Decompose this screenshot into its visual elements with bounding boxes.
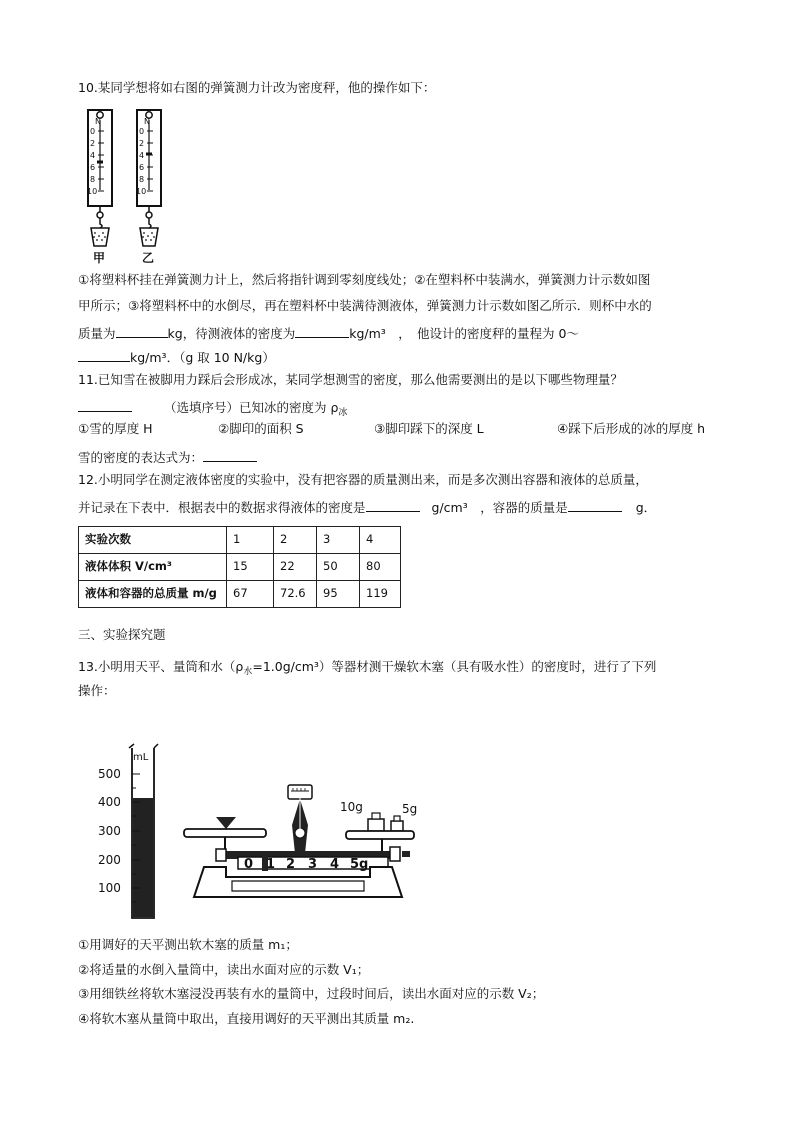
q11-option-1: ①雪的厚度 H — [78, 421, 153, 436]
q12-stem-1: 12.小明同学在测定液体密度的实验中，没有把容器的质量测出来，而是多次测出容器和液体的总质量， — [78, 472, 648, 487]
q13-stem-text: =1.0g/cm³）等器材测干燥软木塞（具有吸水性）的密度时，进行了下列 — [252, 659, 657, 674]
cylinder-unit: mL — [133, 752, 149, 763]
cylinder-tick: 200 — [98, 853, 121, 867]
cylinder-tick: 500 — [98, 767, 121, 781]
tick-label: 0 — [90, 127, 96, 136]
q12-stem-text: g． — [635, 500, 657, 515]
tick-label: 8 — [139, 175, 145, 184]
rider-scale-label: 4 — [330, 857, 340, 872]
cylinder-tick: 300 — [98, 824, 121, 838]
tick-label: 4 — [139, 151, 145, 160]
q13-stem-1 — [78, 661, 656, 677]
scale-n-label: N — [95, 117, 101, 126]
q10-stem: 10.某同学想将如右图的弹簧测力计改为密度秤，他的操作如下： — [78, 80, 436, 95]
table-row — [79, 581, 401, 608]
tick-label: 0 — [139, 127, 145, 136]
rider-scale-label: 5g — [350, 857, 369, 872]
q10-line3-text: 质量为 — [78, 326, 116, 341]
scale-n-label: N — [144, 117, 150, 126]
table-cell: 液体体积 V/cm³ — [79, 554, 227, 581]
q13-step-1: ①用调好的天平测出软木塞的质量 m₁； — [78, 937, 298, 952]
q12-stem-2 — [78, 498, 656, 515]
q10-line4 — [78, 348, 275, 365]
rho-subscript: 水 — [243, 667, 253, 677]
table-cell: 1 — [227, 527, 274, 554]
q13-stem-2: 操作： — [78, 683, 116, 698]
tick-label: 2 — [139, 139, 145, 148]
spring-scale-right — [136, 110, 161, 265]
table-cell: 实验次数 — [79, 527, 227, 554]
spring-scale-figure — [82, 106, 174, 266]
q11-option-3: ③脚印踩下的深度 L — [374, 421, 484, 436]
weight-10g-label: 10g — [340, 800, 363, 814]
answer-blank — [78, 398, 132, 412]
q13-step-4: ④将软木塞从量筒中取出，直接用调好的天平测出其质量 m₂. — [78, 1011, 415, 1026]
table-row — [79, 554, 401, 581]
q11-stem: 11.已知雪在被脚用力踩后会形成冰，某同学想测雪的密度，那么他需要测出的是以下哪些物理量？ — [78, 372, 623, 387]
q10-line1: ①将塑料杯挂在弹簧测力计上，然后将指针调到零刻度线处；②在塑料杯中装满水，弹簧测力计示数如图 — [78, 272, 651, 287]
table-cell: 80 — [360, 554, 401, 581]
table-cell: 15 — [227, 554, 274, 581]
q11-line2 — [78, 398, 347, 418]
q10-line3-text: kg，待测液体的密度为 — [167, 326, 296, 341]
label-yi: 乙 — [142, 251, 155, 265]
table-cell: 95 — [317, 581, 360, 608]
q12-stem-text: 并记录在下表中．根据表中的数据求得液体的密度是 — [78, 500, 366, 515]
balance-figure — [180, 755, 420, 925]
q10-line2: 甲所示；③将塑料杯中的水倒尽，再在塑料杯中装满待测液体，弹簧测力计示数如图乙所示．则杯中水的 — [78, 298, 652, 313]
rho-subscript: 冰 — [338, 408, 348, 418]
spring-scale-left — [87, 110, 112, 265]
answer-blank — [295, 324, 349, 338]
q12-data-table — [78, 526, 401, 608]
tick-label: 10 — [136, 187, 147, 196]
tick-label: 6 — [90, 163, 96, 172]
q13-step-2: ②将适量的水倒入量筒中，读出水面对应的示数 V₁； — [78, 962, 370, 977]
q11-line4 — [78, 448, 257, 465]
q12-stem-text: g/cm³ ，容器的质量是 — [431, 500, 568, 515]
answer-blank — [116, 324, 168, 338]
table-cell: 4 — [360, 527, 401, 554]
q10-line3-text: kg/m³ ， 他设计的密度秤的量程为 0～ — [349, 326, 579, 341]
table-cell: 3 — [317, 527, 360, 554]
tick-label: 4 — [90, 151, 96, 160]
answer-blank — [78, 348, 130, 362]
tick-label: 10 — [87, 187, 98, 196]
rider-scale-label: 3 — [308, 857, 318, 872]
q11-option-2: ②脚印的面积 S — [218, 421, 304, 436]
q11-line4-text: 雪的密度的表达式为： — [78, 450, 204, 465]
q11-line2-text: （选填序号）已知冰的密度为 ρ — [164, 400, 339, 415]
table-cell: 液体和容器的总质量 m/g — [79, 581, 227, 608]
table-cell: 119 — [360, 581, 401, 608]
graduated-cylinder-figure — [96, 740, 176, 925]
q13-step-3: ③用细铁丝将软木塞浸没再装有水的量筒中，过段时间后，读出水面对应的示数 V₂； — [78, 986, 545, 1001]
q10-line4-text: kg/m³．（g 取 10 N/kg） — [130, 350, 275, 365]
table-row — [79, 527, 401, 554]
table-cell: 2 — [274, 527, 317, 554]
rider-scale-label: 1 — [266, 857, 276, 872]
cylinder-tick: 100 — [98, 881, 121, 895]
answer-blank — [203, 448, 257, 462]
rider-scale-label: 2 — [286, 857, 296, 872]
label-jia: 甲 — [93, 251, 106, 265]
q10-line3 — [78, 324, 579, 341]
table-cell: 50 — [317, 554, 360, 581]
section-title: 三、实验探究题 — [78, 627, 166, 642]
table-cell: 72.6 — [274, 581, 317, 608]
table-cell: 22 — [274, 554, 317, 581]
rider-scale-label: 0 — [244, 857, 254, 872]
answer-blank — [568, 498, 622, 512]
table-cell: 67 — [227, 581, 274, 608]
tick-label: 8 — [90, 175, 96, 184]
tick-label: 2 — [90, 139, 96, 148]
tick-label: 6 — [139, 163, 145, 172]
answer-blank — [366, 498, 420, 512]
q13-stem-text: 13.小明用天平、量筒和水（ρ — [78, 659, 244, 674]
cylinder-tick: 400 — [98, 795, 121, 809]
weight-5g-label: 5g — [402, 802, 418, 816]
q11-option-4: ④踩下后形成的冰的厚度 h — [557, 421, 706, 436]
